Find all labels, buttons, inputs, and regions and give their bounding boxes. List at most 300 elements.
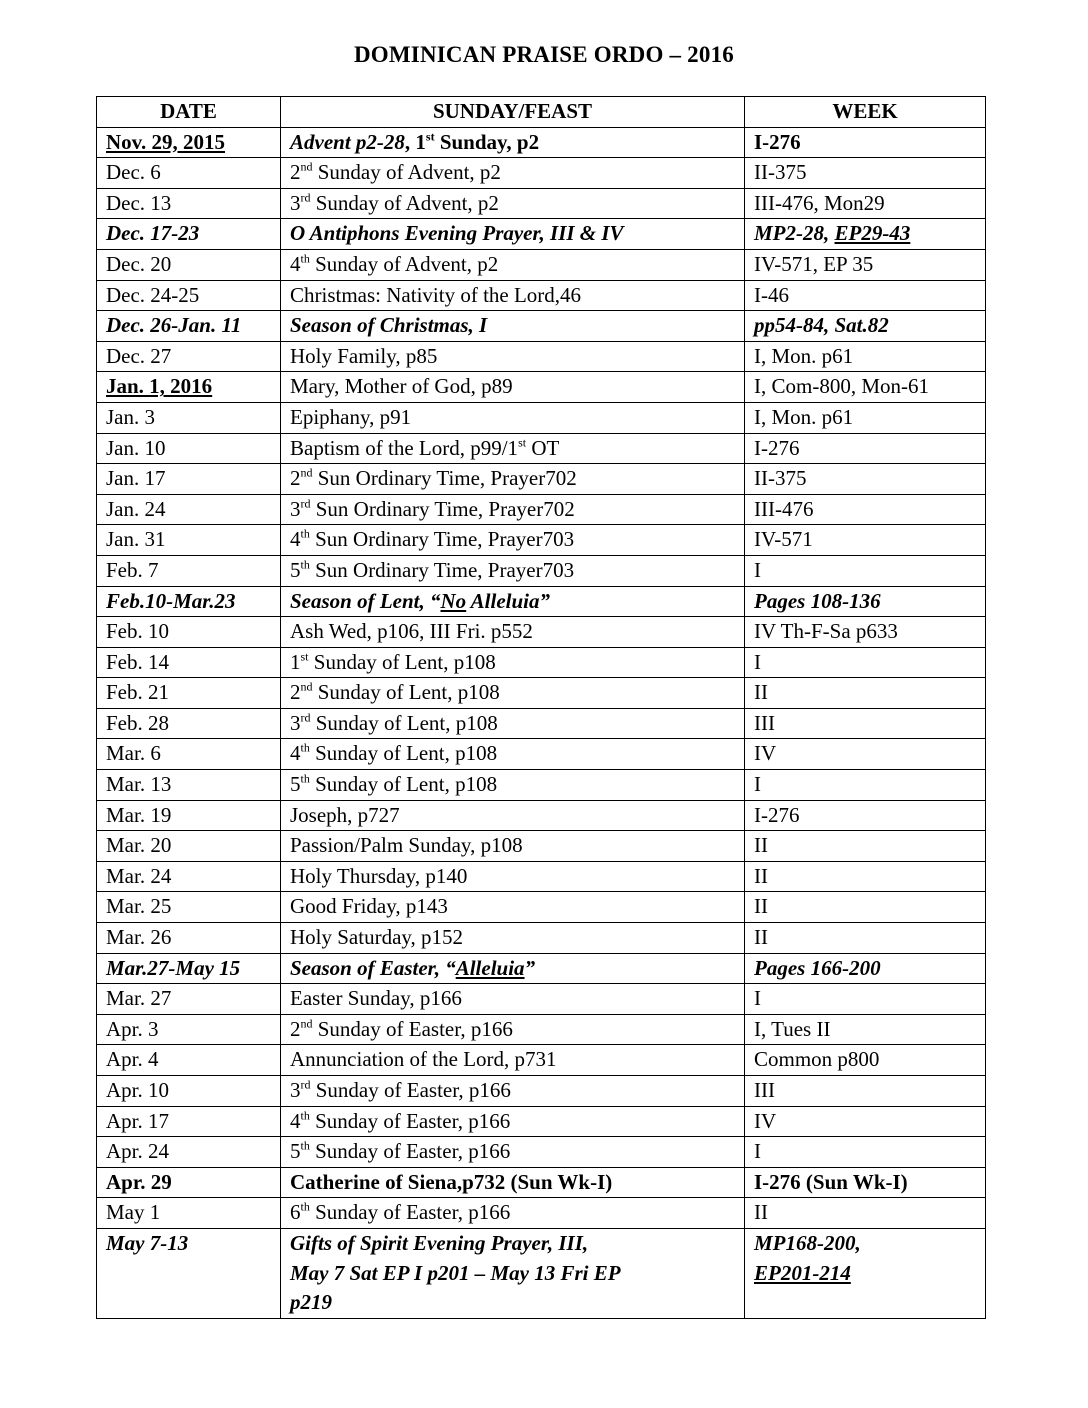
cell-text: Dec. 27	[106, 343, 172, 368]
date-cell	[97, 127, 281, 158]
ordinal-suffix: rd	[300, 496, 311, 511]
table-row	[97, 678, 986, 709]
cell-text: I-276	[754, 129, 801, 154]
feast-cell	[281, 770, 745, 801]
date-cell	[97, 1014, 281, 1045]
cell-text: IV	[754, 1108, 777, 1133]
date-cell	[97, 1076, 281, 1107]
cell-text: Mar. 13	[106, 772, 172, 797]
week-cell	[745, 831, 986, 862]
cell-text: 4	[290, 1108, 301, 1133]
cell-text: I	[754, 557, 761, 582]
cell-text: Dec. 13	[106, 190, 172, 215]
cell-text: Pages 108-136	[754, 588, 881, 613]
cell-text: Apr. 17	[106, 1108, 169, 1133]
date-column-header: DATE	[97, 97, 281, 128]
ordinal-suffix: st	[425, 129, 435, 144]
feast-cell	[281, 1228, 745, 1318]
cell-text: ”	[524, 955, 536, 980]
date-cell	[97, 739, 281, 770]
ordinal-suffix: st	[300, 649, 309, 664]
cell-text: Season of Christmas, I	[290, 313, 488, 338]
week-column-header: WEEK	[745, 97, 986, 128]
week-cell	[745, 617, 986, 648]
date-cell	[97, 280, 281, 311]
table-row	[97, 525, 986, 556]
cell-text: May 7 Sat EP I p201 – May 13 Fri EP	[290, 1260, 621, 1285]
cell-text: p219	[290, 1290, 332, 1315]
date-cell	[97, 219, 281, 250]
cell-text: Holy Saturday, p152	[290, 925, 464, 950]
cell-text: I	[754, 1139, 761, 1164]
cell-text: Sunday of Easter, p166	[309, 1200, 511, 1225]
date-cell	[97, 770, 281, 801]
feast-cell	[281, 311, 745, 342]
cell-text: 2	[290, 1016, 301, 1041]
cell-text: IV-571, EP 35	[754, 251, 874, 276]
cell-text: Sunday of Lent, p108	[309, 772, 498, 797]
feast-cell	[281, 280, 745, 311]
cell-text: Feb.10-Mar.23	[106, 588, 236, 613]
cell-text: II-375	[754, 160, 807, 185]
cell-text: I	[754, 986, 761, 1011]
feast-cell	[281, 739, 745, 770]
date-cell	[97, 953, 281, 984]
cell-text: EP201-214	[754, 1260, 851, 1285]
cell-text: 5	[290, 1139, 301, 1164]
cell-text: I	[754, 772, 761, 797]
date-cell	[97, 555, 281, 586]
ordinal-suffix: th	[300, 1108, 310, 1123]
week-cell	[745, 464, 986, 495]
week-cell	[745, 1045, 986, 1076]
cell-text: Season of Lent, “	[290, 588, 441, 613]
cell-text: Catherine of Siena,p732 (Sun Wk-I)	[290, 1169, 613, 1194]
feast-cell	[281, 341, 745, 372]
cell-text: 6	[290, 1200, 301, 1225]
cell-text: EP29-43	[834, 221, 911, 246]
table-row	[97, 1014, 986, 1045]
ordinal-suffix: th	[300, 557, 310, 572]
ordinal-suffix: th	[300, 741, 310, 756]
ordinal-suffix: th	[300, 251, 310, 266]
date-cell	[97, 188, 281, 219]
cell-text: II-375	[754, 466, 807, 491]
feast-cell	[281, 464, 745, 495]
cell-text: Mar. 24	[106, 863, 172, 888]
cell-text: Mar. 20	[106, 833, 172, 858]
cell-text: Sunday of Advent, p2	[310, 190, 499, 215]
cell-text: Joseph, p727	[290, 802, 400, 827]
feast-cell	[281, 158, 745, 189]
week-cell	[745, 249, 986, 280]
week-cell	[745, 1137, 986, 1168]
cell-text: Sunday of Easter, p166	[309, 1108, 511, 1133]
date-cell	[97, 464, 281, 495]
cell-text: Apr. 29	[106, 1169, 172, 1194]
date-cell	[97, 1228, 281, 1318]
table-body	[97, 127, 986, 1318]
ordinal-suffix: nd	[300, 465, 313, 480]
feast-cell	[281, 494, 745, 525]
date-cell	[97, 433, 281, 464]
cell-text: MP168-200,	[754, 1230, 861, 1255]
cell-text: Sun Ordinary Time, Prayer702	[310, 496, 575, 521]
table-row	[97, 341, 986, 372]
table-row	[97, 923, 986, 954]
cell-text: Alleluia”	[466, 588, 551, 613]
feast-cell	[281, 923, 745, 954]
table-row	[97, 1167, 986, 1198]
ordinal-suffix: nd	[300, 1016, 313, 1031]
cell-text: I-46	[754, 282, 789, 307]
cell-text: Sunday of Easter, p166	[310, 1078, 511, 1102]
cell-text: Sunday of Lent, p108	[312, 680, 500, 705]
cell-text: OT	[526, 435, 560, 460]
cell-text: 4	[290, 741, 301, 766]
cell-text: Sunday of Lent, p108	[309, 741, 498, 766]
cell-text: Holy Thursday, p140	[290, 863, 468, 888]
cell-text: 4	[290, 527, 301, 552]
cell-text: O Antiphons Evening Prayer, III & IV	[290, 221, 624, 246]
week-cell	[745, 800, 986, 831]
cell-text: IV	[754, 741, 777, 766]
cell-text: II	[754, 925, 768, 950]
cell-text: Jan. 10	[106, 435, 166, 460]
feast-cell	[281, 249, 745, 280]
table-row	[97, 311, 986, 342]
feast-cell	[281, 678, 745, 709]
ordinal-suffix: st	[518, 435, 527, 450]
cell-text: Mar. 26	[106, 925, 172, 950]
cell-text: Sunday of Advent, p2	[312, 160, 501, 185]
cell-text: I, Tues II	[754, 1016, 831, 1041]
cell-text: Sunday of Lent, p108	[308, 649, 496, 674]
week-cell	[745, 341, 986, 372]
week-cell	[745, 219, 986, 250]
date-cell	[97, 158, 281, 189]
cell-text: III-476, Mon29	[754, 190, 885, 215]
cell-text: Gifts of Spirit Evening Prayer, III,	[290, 1230, 589, 1255]
cell-text: Feb. 21	[106, 680, 169, 705]
cell-text: Sunday of Advent, p2	[309, 251, 499, 276]
week-cell	[745, 158, 986, 189]
cell-text: II	[754, 894, 768, 919]
week-cell	[745, 1198, 986, 1229]
table-row	[97, 249, 986, 280]
cell-text: Jan. 24	[106, 496, 166, 521]
cell-text: Epiphany, p91	[290, 404, 412, 429]
cell-text: Apr. 10	[106, 1078, 169, 1102]
ordinal-suffix: nd	[300, 679, 313, 694]
date-cell	[97, 647, 281, 678]
table-row	[97, 555, 986, 586]
date-cell	[97, 402, 281, 433]
week-cell	[745, 739, 986, 770]
cell-text: Common p800	[754, 1047, 880, 1072]
cell-text: I	[754, 649, 761, 674]
table-row	[97, 892, 986, 923]
week-cell	[745, 433, 986, 464]
feast-cell	[281, 127, 745, 158]
table-row	[97, 770, 986, 801]
feast-cell	[281, 219, 745, 250]
ordo-table	[96, 96, 986, 1319]
cell-text: IV Th-F-Sa p633	[754, 619, 898, 644]
cell-text: II	[754, 1200, 768, 1225]
cell-text: Sunday of Easter, p166	[312, 1016, 513, 1041]
cell-text: Pages 166-200	[754, 955, 881, 980]
cell-text: Mar. 25	[106, 894, 172, 919]
feast-cell	[281, 525, 745, 556]
cell-text: Baptism of the Lord, p99/1	[290, 435, 519, 460]
table-row	[97, 127, 986, 158]
cell-text: Season of Easter, “	[290, 955, 456, 980]
table-row	[97, 402, 986, 433]
ordinal-suffix: th	[300, 1138, 310, 1153]
cell-text: Dec. 26-Jan. 11	[106, 313, 242, 338]
table-row	[97, 280, 986, 311]
header-row	[97, 97, 986, 128]
cell-text: Jan. 1, 2016	[106, 374, 213, 399]
cell-text: Sunday of Easter, p166	[309, 1139, 511, 1164]
feast-cell	[281, 188, 745, 219]
week-cell	[745, 188, 986, 219]
feast-cell	[281, 892, 745, 923]
feast-cell	[281, 586, 745, 617]
cell-text: Feb. 28	[106, 710, 169, 735]
cell-text: Jan. 3	[106, 404, 155, 429]
table-row	[97, 1198, 986, 1229]
cell-text: Good Friday, p143	[290, 894, 448, 919]
table-row	[97, 158, 986, 189]
cell-text: 5	[290, 772, 301, 797]
table-row	[97, 831, 986, 862]
week-cell	[745, 1014, 986, 1045]
week-cell	[745, 311, 986, 342]
table-row	[97, 708, 986, 739]
cell-text: Ash Wed, p106, III Fri. p552	[290, 619, 533, 644]
table-row	[97, 1137, 986, 1168]
ordinal-suffix: nd	[300, 159, 313, 174]
cell-text: May 1	[106, 1200, 161, 1225]
table-row	[97, 586, 986, 617]
table-row	[97, 464, 986, 495]
cell-text: Dec. 6	[106, 160, 161, 185]
cell-text: 2	[290, 160, 301, 185]
cell-text: May 7-13	[106, 1230, 189, 1255]
cell-text: 3	[290, 710, 301, 735]
feast-cell	[281, 647, 745, 678]
table-row	[97, 219, 986, 250]
cell-text: No	[440, 588, 467, 613]
feast-cell	[281, 1198, 745, 1229]
date-cell	[97, 1198, 281, 1229]
week-cell	[745, 861, 986, 892]
cell-text: pp54-84, Sat.82	[754, 313, 889, 338]
feast-cell	[281, 402, 745, 433]
week-cell	[745, 280, 986, 311]
cell-text: Passion/Palm Sunday, p108	[290, 833, 523, 858]
cell-text: Dec. 20	[106, 251, 172, 276]
cell-text: Dec. 24-25	[106, 282, 200, 307]
date-cell	[97, 249, 281, 280]
cell-text: Sun Ordinary Time, Prayer703	[309, 527, 575, 552]
feast-cell	[281, 555, 745, 586]
ordinal-suffix: th	[300, 526, 310, 541]
cell-text: Mary, Mother of God, p89	[290, 374, 513, 399]
table-row	[97, 984, 986, 1015]
date-cell	[97, 494, 281, 525]
cell-text: Annunciation of the Lord, p731	[290, 1047, 557, 1072]
date-cell	[97, 525, 281, 556]
week-cell	[745, 770, 986, 801]
date-cell	[97, 708, 281, 739]
cell-text: I, Com-800, Mon-61	[754, 374, 929, 399]
cell-text: Sunday, p2	[434, 129, 540, 154]
cell-text: Advent p2-28	[290, 129, 405, 154]
cell-text: II	[754, 833, 768, 858]
cell-text: Sun Ordinary Time, Prayer703	[309, 557, 575, 582]
week-cell	[745, 127, 986, 158]
ordinal-suffix: rd	[300, 710, 311, 725]
cell-text: I-276	[754, 435, 800, 460]
feast-cell	[281, 1045, 745, 1076]
cell-text: Mar. 6	[106, 741, 161, 766]
week-cell	[745, 984, 986, 1015]
feast-cell	[281, 372, 745, 403]
table-row	[97, 953, 986, 984]
cell-text: , 1	[404, 129, 426, 154]
table-row	[97, 861, 986, 892]
table-row	[97, 494, 986, 525]
cell-text: Apr. 3	[106, 1016, 159, 1041]
table-row	[97, 617, 986, 648]
table-row	[97, 188, 986, 219]
feast-cell	[281, 1106, 745, 1137]
week-cell	[745, 953, 986, 984]
date-cell	[97, 831, 281, 862]
week-cell	[745, 1228, 986, 1318]
cell-text: I, Mon. p61	[754, 404, 854, 429]
cell-text: 2	[290, 466, 301, 491]
feast-cell	[281, 953, 745, 984]
week-cell	[745, 586, 986, 617]
cell-text: Apr. 4	[106, 1047, 159, 1072]
cell-text: III	[754, 710, 775, 735]
cell-text: Mar.27-May 15	[106, 955, 241, 980]
cell-text: Feb. 7	[106, 557, 159, 582]
feast-cell	[281, 1014, 745, 1045]
week-cell	[745, 555, 986, 586]
feast-cell	[281, 984, 745, 1015]
week-cell	[745, 892, 986, 923]
date-cell	[97, 1045, 281, 1076]
cell-text: 4	[290, 251, 301, 276]
table-row	[97, 1076, 986, 1107]
week-cell	[745, 372, 986, 403]
date-cell	[97, 617, 281, 648]
cell-text: I-276	[754, 802, 800, 827]
table-row	[97, 372, 986, 403]
cell-text: 5	[290, 557, 301, 582]
date-cell	[97, 861, 281, 892]
feast-cell	[281, 1137, 745, 1168]
feast-cell	[281, 861, 745, 892]
date-cell	[97, 586, 281, 617]
cell-text: Mar. 27	[106, 986, 172, 1011]
cell-text: Feb. 10	[106, 619, 169, 644]
week-cell	[745, 1076, 986, 1107]
date-cell	[97, 892, 281, 923]
cell-text: Alleluia	[455, 955, 525, 980]
cell-text: 3	[290, 190, 301, 215]
cell-text: 3	[290, 496, 301, 521]
cell-text: III	[754, 1078, 775, 1102]
week-cell	[745, 1167, 986, 1198]
cell-text: MP2-28,	[754, 221, 835, 246]
feast-cell	[281, 800, 745, 831]
cell-text: IV-571	[754, 527, 813, 552]
feast-cell	[281, 1167, 745, 1198]
table-row	[97, 433, 986, 464]
ordinal-suffix: rd	[300, 1077, 311, 1092]
date-cell	[97, 800, 281, 831]
cell-text: III-476	[754, 496, 814, 521]
date-cell	[97, 341, 281, 372]
week-cell	[745, 678, 986, 709]
cell-text: Jan. 31	[106, 527, 166, 552]
week-cell	[745, 708, 986, 739]
date-cell	[97, 311, 281, 342]
table-row	[97, 800, 986, 831]
ordinal-suffix: rd	[300, 190, 311, 205]
cell-text: 3	[290, 1078, 301, 1102]
date-cell	[97, 1106, 281, 1137]
date-cell	[97, 372, 281, 403]
week-cell	[745, 647, 986, 678]
table-row	[97, 1228, 986, 1318]
feast-cell	[281, 708, 745, 739]
date-cell	[97, 984, 281, 1015]
cell-text: Easter Sunday, p166	[290, 986, 462, 1011]
date-cell	[97, 1167, 281, 1198]
cell-text: Sunday of Lent, p108	[310, 710, 498, 735]
table-row	[97, 1106, 986, 1137]
page-title: DOMINICAN PRAISE ORDO – 2016	[353, 42, 734, 67]
cell-text: Christmas: Nativity of the Lord,46	[290, 282, 582, 307]
table-row	[97, 647, 986, 678]
table-row	[97, 739, 986, 770]
table-row	[97, 1045, 986, 1076]
feast-column-header: SUNDAY/FEAST	[281, 97, 745, 128]
date-cell	[97, 678, 281, 709]
cell-text: Mar. 19	[106, 802, 172, 827]
ordinal-suffix: th	[300, 771, 310, 786]
ordinal-suffix: th	[300, 1199, 310, 1214]
cell-text: Sun Ordinary Time, Prayer702	[312, 466, 577, 491]
cell-text: Feb. 14	[106, 649, 169, 674]
cell-text: Jan. 17	[106, 466, 166, 491]
cell-text: II	[754, 863, 768, 888]
feast-cell	[281, 433, 745, 464]
week-cell	[745, 525, 986, 556]
week-cell	[745, 923, 986, 954]
cell-text: II	[754, 680, 768, 705]
feast-cell	[281, 617, 745, 648]
cell-text: Nov. 29, 2015	[106, 129, 226, 154]
week-cell	[745, 1106, 986, 1137]
